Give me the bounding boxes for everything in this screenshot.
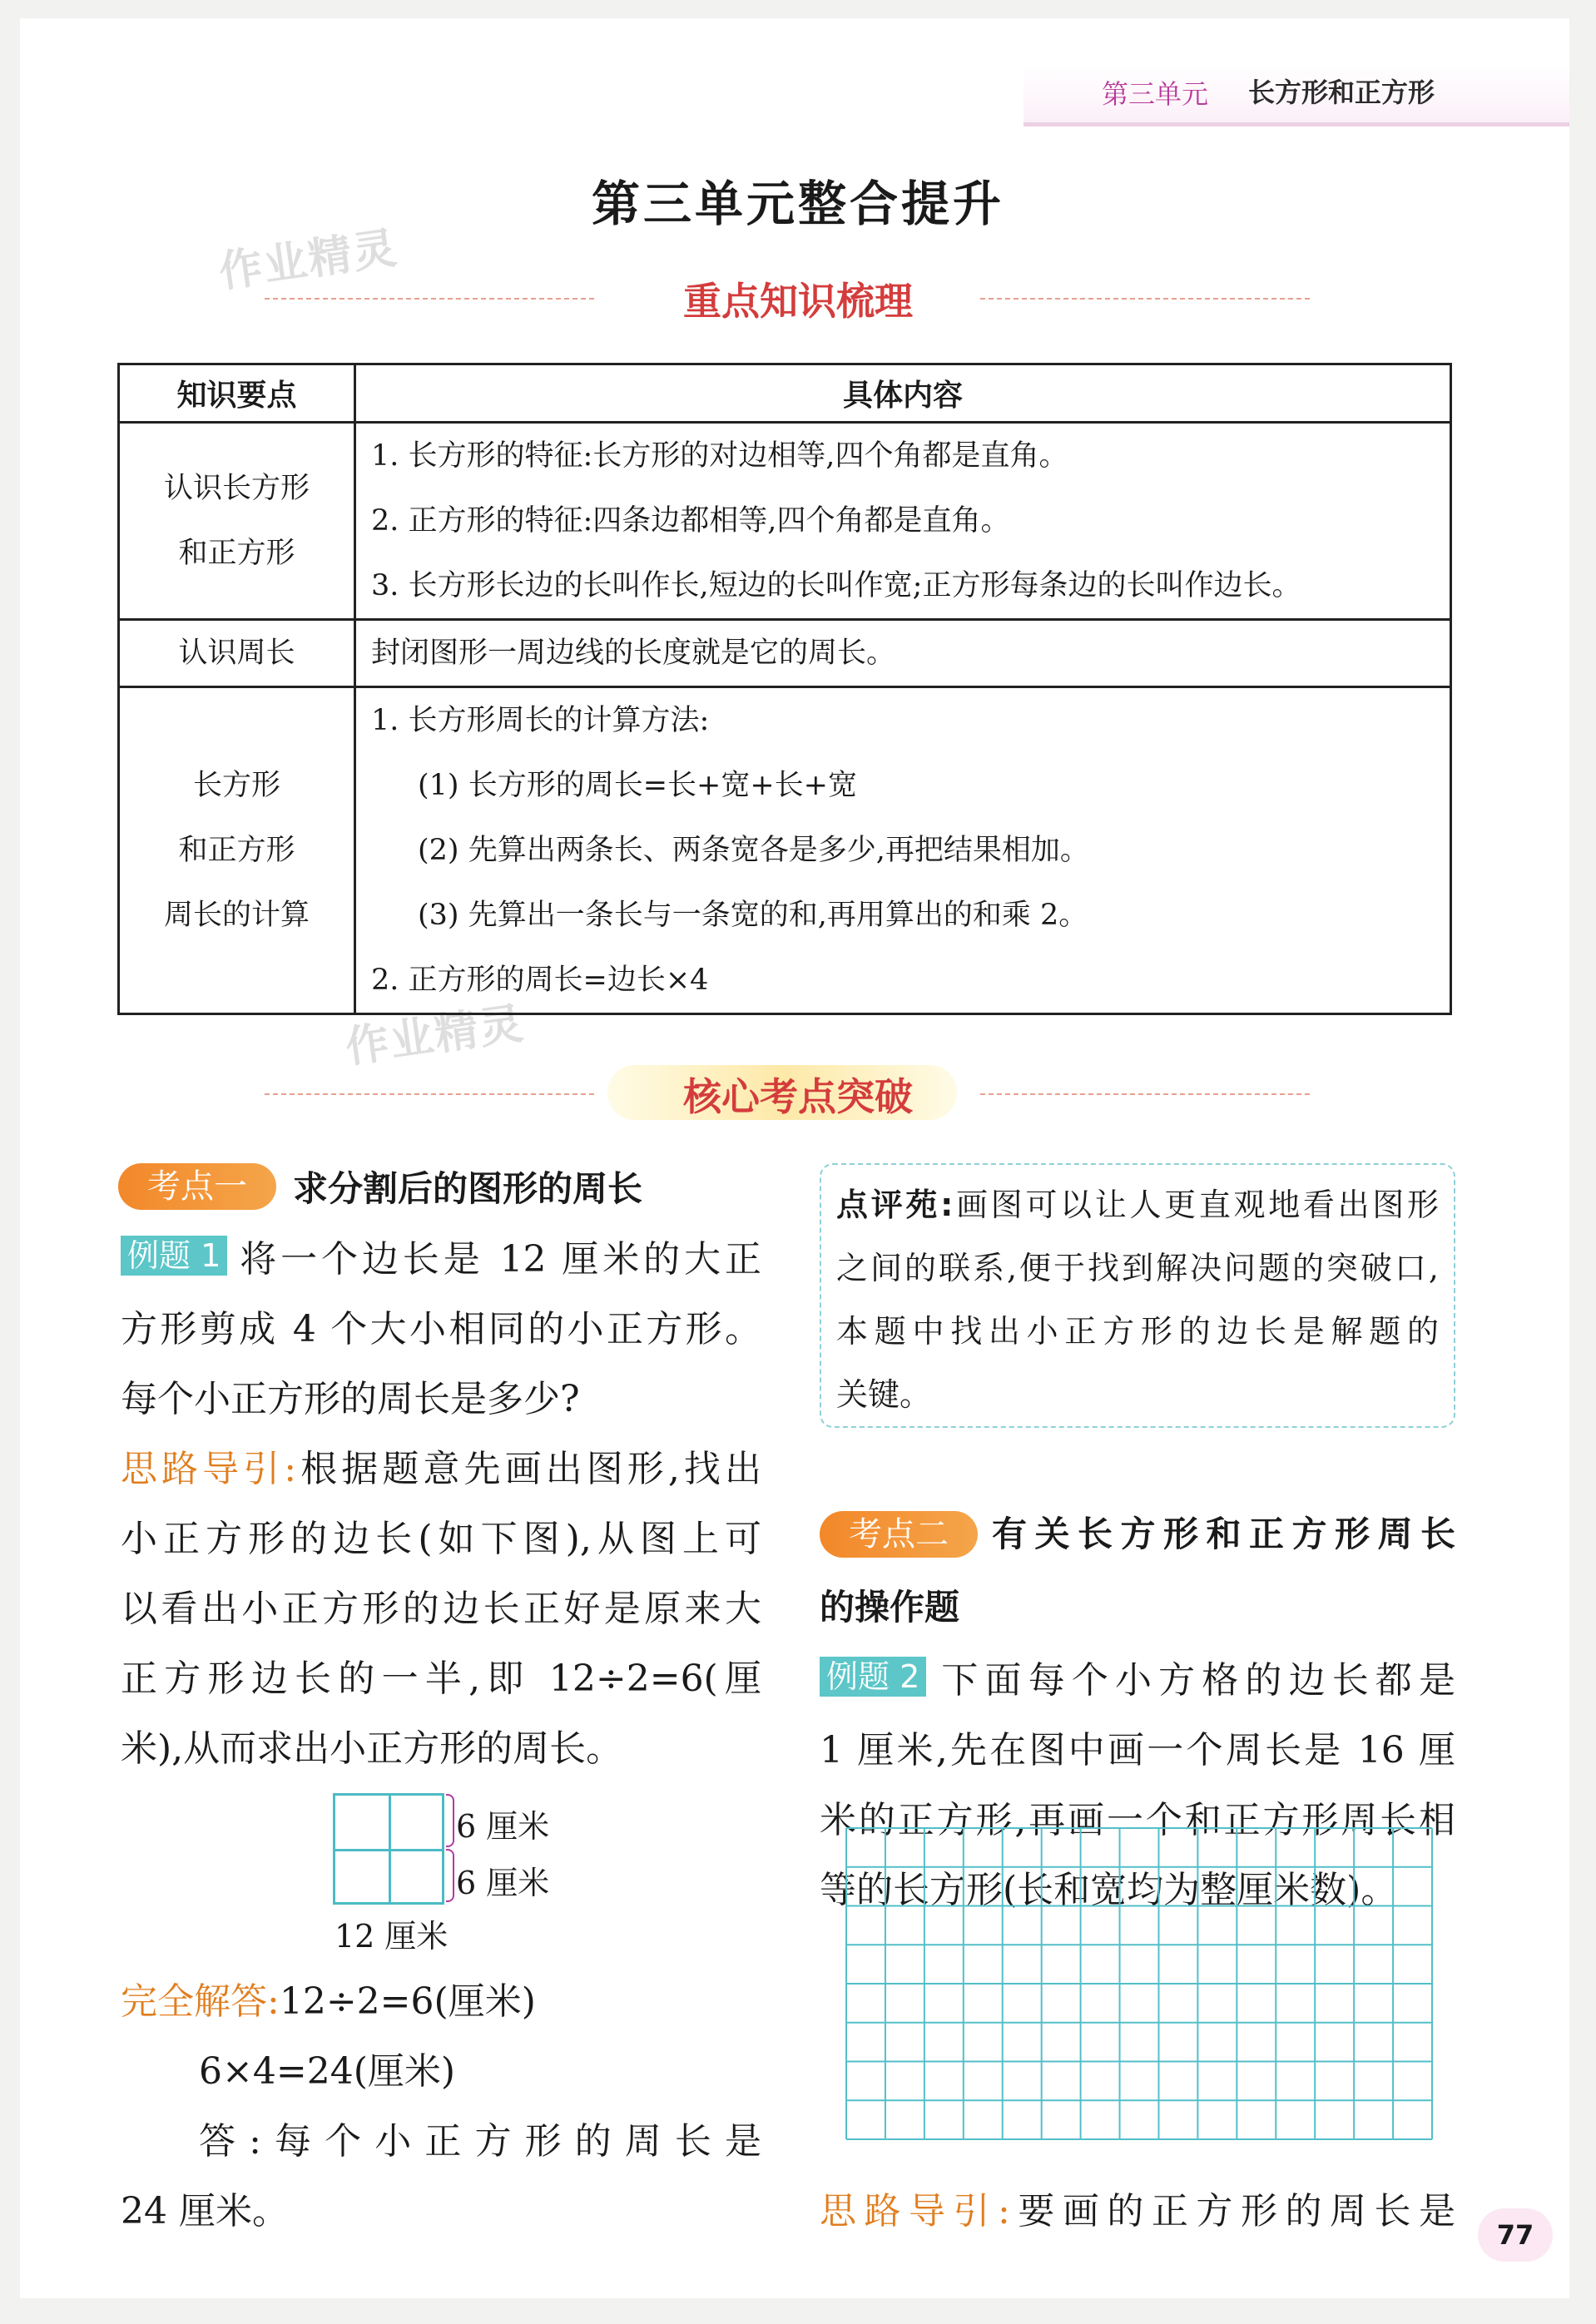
problem-line: 下面每个小方格的边长都是: [934, 1659, 1455, 1702]
topic-badge-2: 考点二: [820, 1511, 978, 1558]
table-row: [119, 687, 1451, 1014]
section-title-core: 核心考点突破: [683, 1074, 913, 1119]
brace-top: [446, 1794, 454, 1847]
content-line: 2. 正方形的周长=边长×4: [371, 964, 709, 997]
problem-line: 米的正方形,再画一个和正方形周长相: [820, 1799, 1455, 1841]
content-line: (1) 长方形的周长=长+宽+长+宽: [418, 769, 858, 802]
guide-line: 根据题意先画出图形,找出: [296, 1448, 761, 1490]
example-1: [121, 1225, 761, 1784]
table-row: [119, 620, 1451, 687]
grid-line: [335, 1849, 442, 1851]
guide-line: 以看出小正方形的边长正好是原来大: [121, 1588, 761, 1630]
guide-line: 要画的正方形的周长是: [1009, 2190, 1455, 2232]
problem-line: 每个小正方形的周长是多少?: [121, 1378, 580, 1420]
split-square-diagram: [333, 1793, 444, 1905]
page-number: 77: [1478, 2208, 1553, 2262]
guide-2: [820, 2177, 1455, 2247]
guide-line: 米),从而求出小正方形的周长。: [121, 1727, 623, 1770]
answer-1: [121, 1967, 761, 2247]
header-unit: 第三单元: [1102, 78, 1209, 110]
table-header-row: [119, 364, 1451, 423]
watermark: 作业精灵: [342, 998, 528, 1073]
note-line: 画图可以让人更直观地看出图形: [953, 1187, 1439, 1223]
content-line: 2. 正方形的特征:四条边都相等,四个角都是直角。: [371, 504, 1010, 538]
table-row: [119, 423, 1451, 620]
diagram-label-bottom: 6 厘米: [456, 1865, 550, 1901]
square-grid[interactable]: [844, 1826, 1435, 2142]
topic-badge-1: 考点一: [118, 1163, 276, 1210]
diagram-label-top: 6 厘米: [456, 1808, 550, 1845]
answer-line: 答:每个小正方形的周长是: [199, 2120, 761, 2163]
topic-title-2: 有关长方形和正方形周长: [992, 1514, 1455, 1554]
guide-line: 小正方形的边长(如下图),从图上可: [121, 1518, 761, 1560]
answer-label: 完全解答:: [121, 1980, 280, 2023]
note-label: 点评苑:: [836, 1187, 954, 1223]
content-line: (2) 先算出两条长、两条宽各是多少,再把结果相加。: [418, 834, 1089, 867]
page-title: 第三单元整合提升: [591, 176, 1004, 232]
header-topic: 长方形和正方形: [1248, 77, 1435, 108]
answer-line: 24 厘米。: [121, 2190, 289, 2232]
key-line: 认识长方形: [163, 472, 310, 505]
example-label: 例题 1: [121, 1236, 227, 1276]
content-line: (3) 先算出一条长与一条宽的和,再用算出的和乘 2。: [418, 899, 1088, 932]
guide-line: 正方形边长的一半,即 12÷2=6(厘: [121, 1658, 761, 1700]
guide-label: 思路导引:: [121, 1448, 297, 1490]
problem-line: 将一个边长是 12 厘米的大正: [235, 1238, 761, 1281]
key-line: 长方形: [192, 769, 280, 802]
table-key: 认识周长: [119, 620, 355, 687]
watermark: 作业精灵: [216, 223, 401, 298]
table-header: 具体内容: [355, 364, 1451, 423]
example-label: 例题 2: [820, 1657, 926, 1697]
content-line: 3. 长方形长边的长叫作长,短边的长叫作宽;正方形每条边的长叫作边长。: [371, 569, 1301, 602]
table-key: [119, 687, 355, 1014]
table-content: [355, 687, 1451, 1014]
note-line: 之间的联系,便于找到解决问题的突破口,: [836, 1250, 1439, 1286]
topic-title-1: 求分割后的图形的周长: [293, 1168, 643, 1209]
key-line: 和正方形: [178, 834, 295, 867]
guide-label: 思路导引:: [820, 2190, 1010, 2232]
problem-line: 方形剪成 4 个大小相同的小正方形。: [121, 1308, 761, 1350]
note-line: 本题中找出小正方形的边长是解题的: [836, 1313, 1439, 1350]
comment-box: [820, 1163, 1455, 1428]
answer-line: 6×4=24(厘米): [199, 2050, 456, 2093]
brace-bottom: [446, 1849, 454, 1902]
diagram-label-width: 12 厘米: [335, 1918, 449, 1955]
note-line: 关键。: [836, 1376, 932, 1413]
table-key: [119, 423, 355, 620]
content-line: 1. 长方形周长的计算方法:: [371, 704, 710, 737]
problem-line: 1 厘米,先在图中画一个周长是 16 厘: [820, 1729, 1455, 1771]
table-content: 封闭图形一周边线的长度就是它的周长。: [355, 620, 1451, 687]
topic-title-2-cont: 的操作题: [820, 1587, 960, 1628]
answer-line: 12÷2=6(厘米): [279, 1980, 536, 2023]
problem-line: 等的长方形(长和宽均为整厘米数)。: [820, 1869, 1398, 1911]
table-header: 知识要点: [119, 364, 355, 423]
key-line: 周长的计算: [163, 899, 310, 932]
table-content: [355, 423, 1451, 620]
knowledge-table: [117, 363, 1452, 1015]
key-line: 和正方形: [178, 537, 295, 570]
section-title-knowledge: 重点知识梳理: [683, 279, 913, 324]
content-line: 1. 长方形的特征:长方形的对边相等,四个角都是直角。: [371, 439, 1068, 473]
